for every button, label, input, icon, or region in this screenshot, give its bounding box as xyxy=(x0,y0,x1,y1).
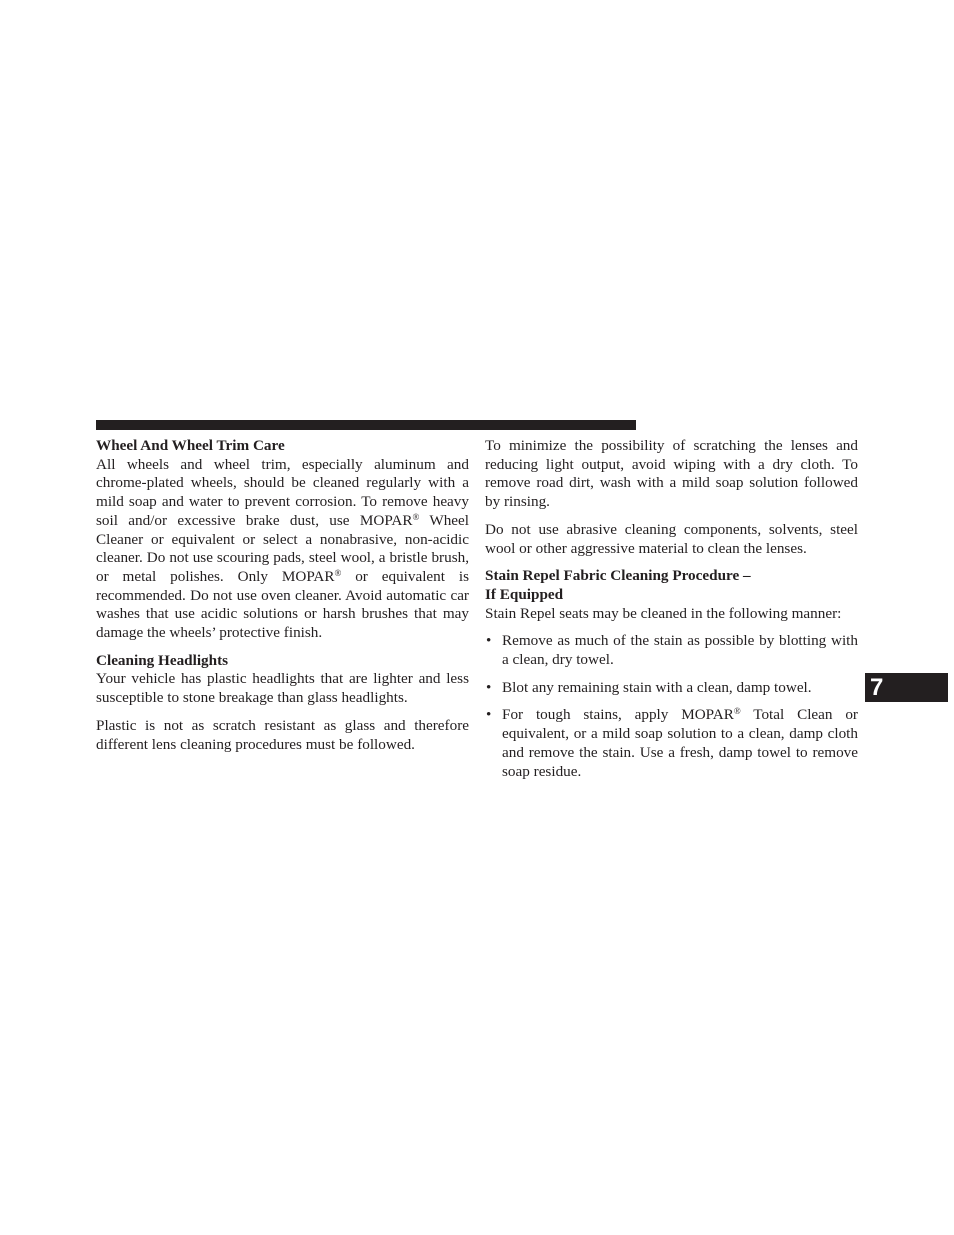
cleaning-headlights-heading: Cleaning Headlights xyxy=(96,651,229,669)
bullet-text xyxy=(502,706,858,779)
stain-repel-intro: Stain Repel seats may be cleaned in the following manner: xyxy=(485,604,842,622)
registered-mark: ® xyxy=(733,706,741,717)
wheel-care-paragraph xyxy=(96,456,469,643)
registered-mark: ® xyxy=(412,511,420,522)
bullet-text-part-a: For tough stains, apply MOPAR xyxy=(502,706,734,724)
minimize-scratching-paragraph: To minimize the possibility of scratching the lenses and reducing light output, avoid wiping with a dry cloth. To remove road dirt, wash with a mild soap solution followed by rinsing. xyxy=(485,437,858,511)
registered-mark: ® xyxy=(334,567,342,578)
bullet-text: Remove as much of the stain as possible by blotting with a clean, dry towel. xyxy=(502,632,858,669)
chapter-tab: 7 xyxy=(865,673,948,702)
stain-repel-heading-line1: Stain Repel Fabric Cleaning Procedure – xyxy=(485,567,751,585)
bullet-text: Blot any remaining stain with a clean, damp towel. xyxy=(502,678,812,696)
bullet-icon: • xyxy=(486,678,492,696)
stain-repel-heading xyxy=(485,567,858,604)
abrasive-warning-paragraph: Do not use abrasive cleaning components, solvents, steel wool or other aggressive material to clean the lenses. xyxy=(485,520,858,557)
header-rule xyxy=(96,420,636,430)
bullet-icon: • xyxy=(486,706,492,724)
left-column xyxy=(96,437,469,763)
list-item xyxy=(485,706,858,781)
headlights-paragraph: Your vehicle has plastic headlights that are lighter and less susceptible to stone breakage than glass headlights. xyxy=(96,670,469,707)
right-column xyxy=(485,437,858,790)
stain-repel-heading-line2: If Equipped xyxy=(485,585,564,603)
plastic-paragraph: Plastic is not as scratch resistant as glass and therefore different lens cleaning procedures must be followed. xyxy=(96,716,469,753)
wheel-care-heading: Wheel And Wheel Trim Care xyxy=(96,437,285,454)
wheel-care-text-1: All wheels and wheel trim, especially aluminum and chrome-plated wheels, should be cleaned regularly with a mild soap and water to prevent corrosion. To remove heavy soil and/or excessive brake dust, use MOPAR xyxy=(96,455,469,529)
list-item xyxy=(485,632,858,669)
stain-steps-list xyxy=(485,632,858,781)
wheel-care-text-3: or equivalent is recommended. Do not use oven cleaner. Avoid automatic car washes that use acidic solutions or harsh brushes that may damage the wheels’ protective finish. xyxy=(96,567,469,642)
list-item xyxy=(485,679,858,698)
wheel-care-text-2: Wheel Cleaner or equivalent or select a nonabrasive, non-acidic cleaner. Do not use scouring pads, steel wool, a bristle brush, or metal polishes. Only MOPAR xyxy=(96,511,469,585)
bullet-text-part-b: Total Clean or equivalent, or a mild soap solution to a clean, damp cloth and remove the stain. Use a fresh, damp towel to remove soap residue. xyxy=(502,706,858,780)
bullet-icon: • xyxy=(486,632,492,650)
